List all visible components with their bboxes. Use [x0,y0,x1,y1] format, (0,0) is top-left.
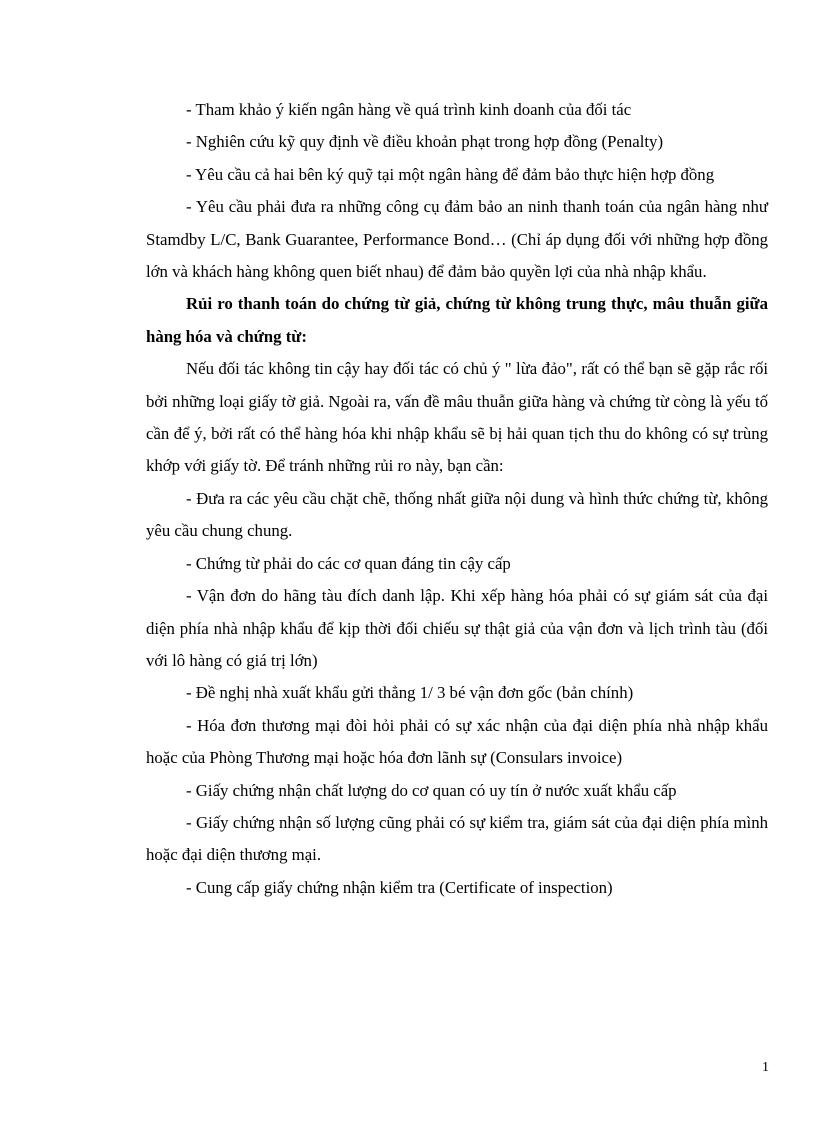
paragraph: - Hóa đơn thương mại đòi hỏi phải có sự xác nhận của đại diện phía nhà nhập khẩu hoặc của Phòng Thương mại hoặc hóa đơn lãnh sự (Consulars invoice) [146,715,768,768]
paragraph: - Đưa ra các yêu cầu chặt chẽ, thống nhất giữa nội dung và hình thức chứng từ, không yêu cầu chung chung. [146,488,768,541]
paragraph: Nếu đối tác không tin cậy hay đối tác có chủ ý " lừa đảo", rất có thể bạn sẽ gặp rắc rối bởi những loại giấy tờ giả. Ngoài ra, vấn đề mâu thuẫn giữa hàng và chứng từ còng là yếu tố cần để ý, bởi rất có thể hàng hóa khi nhập khẩu sẽ bị hải quan tịch thu do không có sự trùng khớp với giấy tờ. Để tránh những rủi ro này, bạn cần: [146,359,768,476]
page-body [146,94,768,904]
paragraph: - Tham khảo ý kiến ngân hàng về quá trình kinh doanh của đối tác [186,100,632,119]
paragraph: - Chứng từ phải do các cơ quan đáng tin cậy cấp [186,553,511,573]
paragraph: - Đề nghị nhà xuất khẩu gửi thẳng 1/ 3 bé vận đơn gốc (bản chính) [186,683,634,703]
paragraph: - Giấy chứng nhận chất lượng do cơ quan có uy tín ở nước xuất khẩu cấp [186,780,677,800]
paragraph: - Cung cấp giấy chứng nhận kiểm tra (Certificate of inspection) [186,877,613,897]
page-number: 1 [762,1060,769,1075]
paragraph: - Giấy chứng nhận số lượng cũng phải có sự kiểm tra, giám sát của đại diện phía mình hoặc đại diện thương mại. [146,812,768,865]
paragraph: - Yêu cầu cả hai bên ký quỹ tại một ngân hàng để đảm bảo thực hiện hợp đồng [186,164,715,184]
paragraph: - Vận đơn do hãng tàu đích danh lập. Khi xếp hàng hóa phải có sự giám sát của đại diện phía nhà nhập khẩu để kịp thời đối chiếu sự thật giả của vận đơn và lịch trình tàu (đối với lô hàng có giá trị lớn) [146,586,768,670]
section-heading: Rủi ro thanh toán do chứng từ giả, chứng từ không trung thực, mâu thuẫn giữa hàng hóa và chứng từ: [146,294,768,346]
paragraph: - Nghiên cứu kỹ quy định về điều khoản phạt trong hợp đồng (Penalty) [186,132,664,152]
paragraph: - Yêu cầu phải đưa ra những công cụ đảm bảo an ninh thanh toán của ngân hàng như Stamdby L/C, Bank Guarantee, Performance Bond… (Chỉ áp dụng đối với những hợp đồng lớn và khách hàng không quen biết nhau) để đảm bảo quyền lợi của nhà nhập khẩu. [146,197,768,282]
